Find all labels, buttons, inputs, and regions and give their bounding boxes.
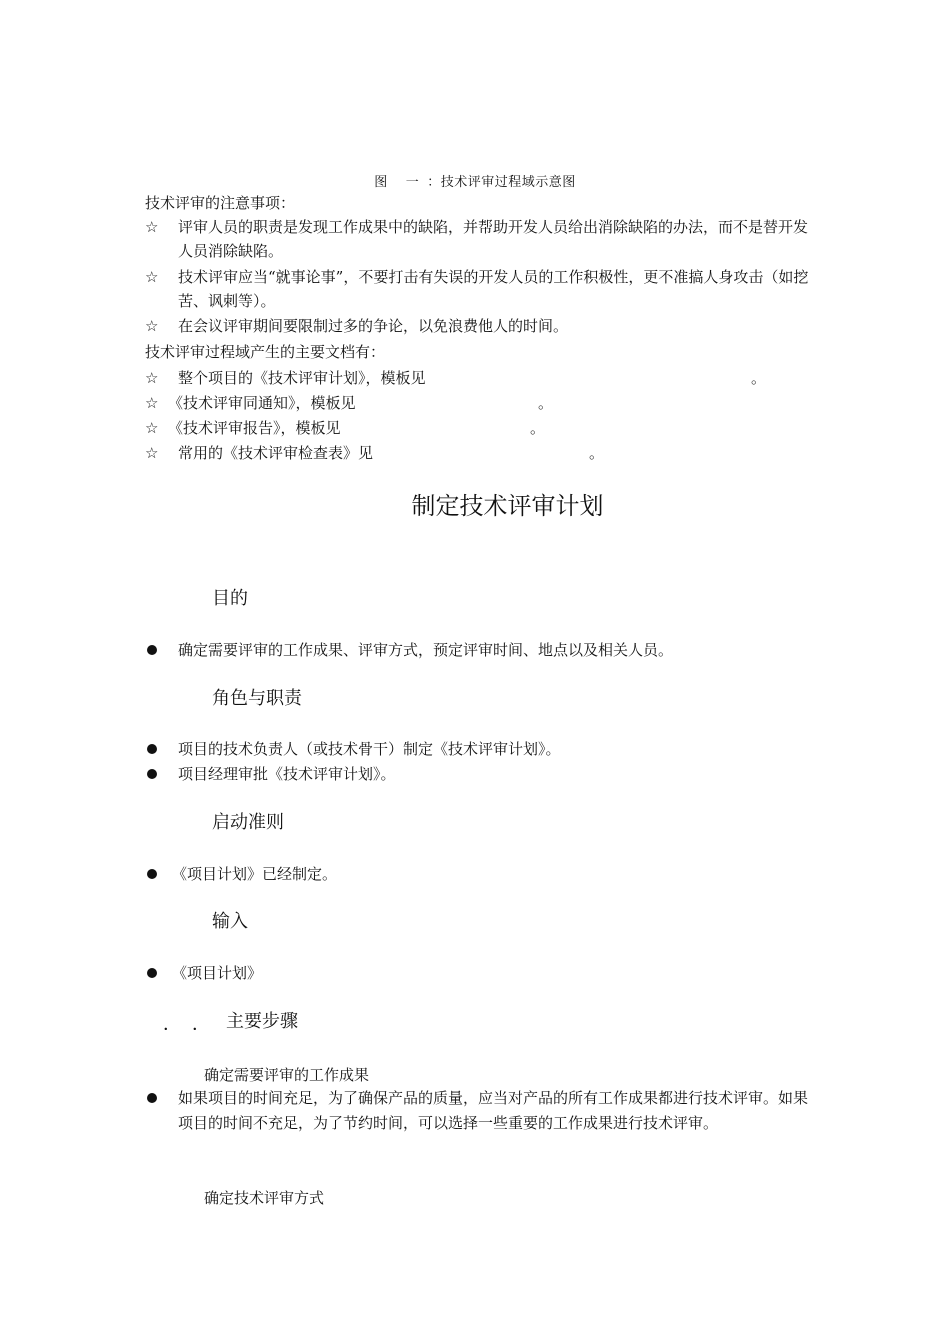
note-text: 在会议评审期间要限制过多的争论，以免浪费他人的时间。 (178, 317, 569, 335)
roles-item (145, 762, 813, 786)
document-item (145, 366, 813, 390)
step1-item (145, 1086, 813, 1136)
figure-label: 图 (374, 175, 388, 190)
bullet-icon (147, 645, 157, 655)
star-icon: ☆ (145, 394, 159, 412)
roles-item (145, 737, 813, 761)
bullet-icon (147, 968, 157, 978)
star-icon: ☆ (145, 268, 159, 286)
section-title: 制定技术评审计划 (411, 492, 604, 520)
document-text: 《技术评审同通知》，模板见 (168, 394, 356, 412)
notes-title: 技术评审的注意事项： (145, 194, 296, 212)
purpose-heading: 目的 (212, 588, 248, 609)
input-item (145, 961, 813, 985)
roles-heading: 角色与职责 (212, 688, 302, 709)
note-item (145, 314, 813, 338)
documents-title: 技术评审过程域产生的主要文档有： (145, 343, 386, 361)
step2-heading: 确定技术评审方式 (204, 1189, 325, 1207)
star-icon: ☆ (145, 444, 159, 462)
steps-number: ．． (163, 1014, 230, 1035)
note-text: 评审人员的职责是发现工作成果中的缺陷，并帮助开发人员给出消除缺陷的办法，而不是替开发人员消除缺陷。 (178, 218, 809, 260)
bullet-icon (147, 769, 157, 779)
document-item (145, 416, 813, 440)
document-item (145, 441, 813, 465)
star-icon: ☆ (145, 369, 159, 387)
document-end: 。 (589, 444, 605, 462)
document-end: 。 (751, 369, 767, 387)
entry-text: 《项目计划》已经制定。 (172, 865, 338, 883)
purpose-text: 确定需要评审的工作成果、评审方式，预定评审时间、地点以及相关人员。 (178, 641, 674, 659)
note-item (145, 265, 813, 313)
input-heading: 输入 (212, 911, 248, 932)
entry-item (145, 862, 813, 886)
step1-heading: 确定需要评审的工作成果 (204, 1066, 370, 1084)
document-item (145, 391, 813, 415)
document-end: 。 (538, 394, 554, 412)
figure-number: 一 (405, 175, 420, 190)
document-text: 《技术评审报告》，模板见 (168, 419, 341, 437)
bullet-icon (147, 869, 157, 879)
step1-text: 如果项目的时间充足，为了确保产品的质量，应当对产品的所有工作成果都进行技术评审。如果项目的时间不充足，为了节约时间，可以选择一些重要的工作成果进行技术评审。 (178, 1089, 809, 1132)
bullet-icon (147, 744, 157, 754)
star-icon: ☆ (145, 419, 159, 437)
star-icon: ☆ (145, 218, 159, 236)
roles-text: 项目的技术负责人（或技术骨干）制定《技术评审计划》。 (178, 740, 561, 758)
input-text: 《项目计划》 (172, 964, 263, 982)
roles-text: 项目经理审批《技术评审计划》。 (178, 765, 396, 783)
document-text: 常用的《技术评审检查表》见 (178, 444, 374, 462)
star-icon: ☆ (145, 317, 159, 335)
steps-heading: 主要步骤 (226, 1011, 298, 1032)
purpose-item (145, 638, 813, 662)
note-text: 技术评审应当“就事论事”，不要打击有失误的开发人员的工作积极性，更不准搞人身攻击（如挖苦、讽刺等）。 (178, 268, 809, 310)
entry-heading: 启动准则 (212, 812, 284, 833)
figure-colon: ： (427, 175, 441, 190)
figure-caption-text: 技术评审过程域示意图 (440, 175, 576, 190)
note-item (145, 215, 813, 263)
document-text: 整个项目的《技术评审计划》，模板见 (178, 369, 426, 387)
bullet-icon (147, 1093, 157, 1103)
document-end: 。 (530, 419, 546, 437)
figure-caption (0, 171, 950, 190)
